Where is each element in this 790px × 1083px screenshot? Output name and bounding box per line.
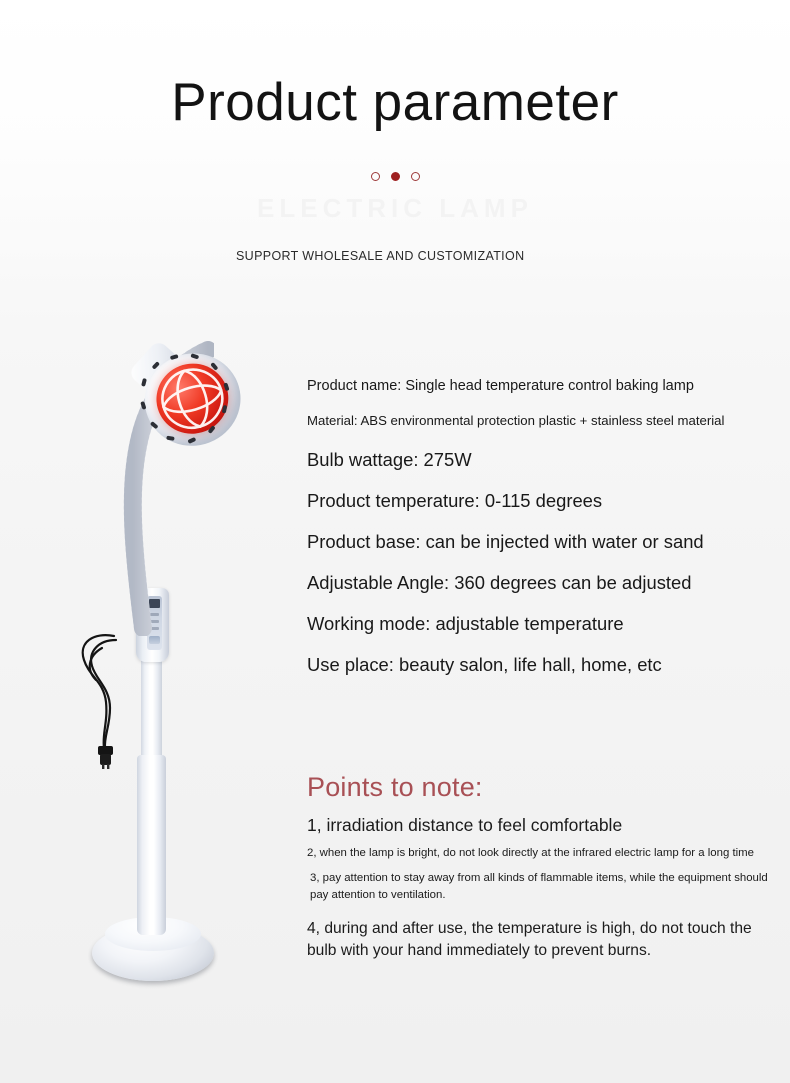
- page-title: Product parameter: [171, 73, 619, 132]
- spec-product-temperature: Product temperature: 0-115 degrees: [307, 490, 603, 511]
- spec-product-base: Product base: can be injected with water or sand: [307, 531, 704, 552]
- carousel-dot-2-active[interactable]: [391, 172, 400, 181]
- page-header: [0, 0, 790, 300]
- spec-material: Material: ABS environmental protection plastic + stainless steel material: [307, 413, 725, 428]
- specification-list: [307, 378, 767, 695]
- background-watermark: ELECTRIC LAMP: [257, 193, 533, 223]
- lamp-pole-lower: [137, 755, 166, 935]
- note-item-2: 2, when the lamp is bright, do not look directly at the infrared electric lamp for a long time: [307, 847, 754, 859]
- power-plug: [98, 746, 113, 755]
- points-to-note-title: Points to note:: [307, 772, 483, 802]
- note-item-3: 3, pay attention to stay away from all kinds of flammable items, while the equipment should pay attention to ventilation.: [310, 872, 768, 901]
- spec-adjustable-angle: Adjustable Angle: 360 degrees can be adjusted: [307, 572, 692, 593]
- header-subtitle: SUPPORT WHOLESALE AND CUSTOMIZATION: [236, 249, 525, 263]
- points-to-note-section: [307, 772, 777, 962]
- carousel-dot-3[interactable]: [411, 172, 420, 181]
- spec-bulb-wattage: Bulb wattage: 275W: [307, 449, 472, 470]
- product-image: [48, 300, 298, 1040]
- spec-use-place: Use place: beauty salon, life hall, home, etc: [307, 654, 662, 675]
- carousel-dot-1[interactable]: [371, 172, 380, 181]
- carousel-dots: [0, 172, 790, 181]
- power-cord: [58, 630, 148, 770]
- spec-product-name: Product name: Single head temperature control baking lamp: [307, 378, 694, 394]
- note-item-4: 4, during and after use, the temperature is high, do not touch the bulb with your hand immediately to prevent burns.: [307, 920, 752, 960]
- spec-working-mode: Working mode: adjustable temperature: [307, 613, 624, 634]
- note-item-1: 1, irradiation distance to feel comfortable: [307, 815, 623, 835]
- control-indicator-led: [149, 636, 160, 644]
